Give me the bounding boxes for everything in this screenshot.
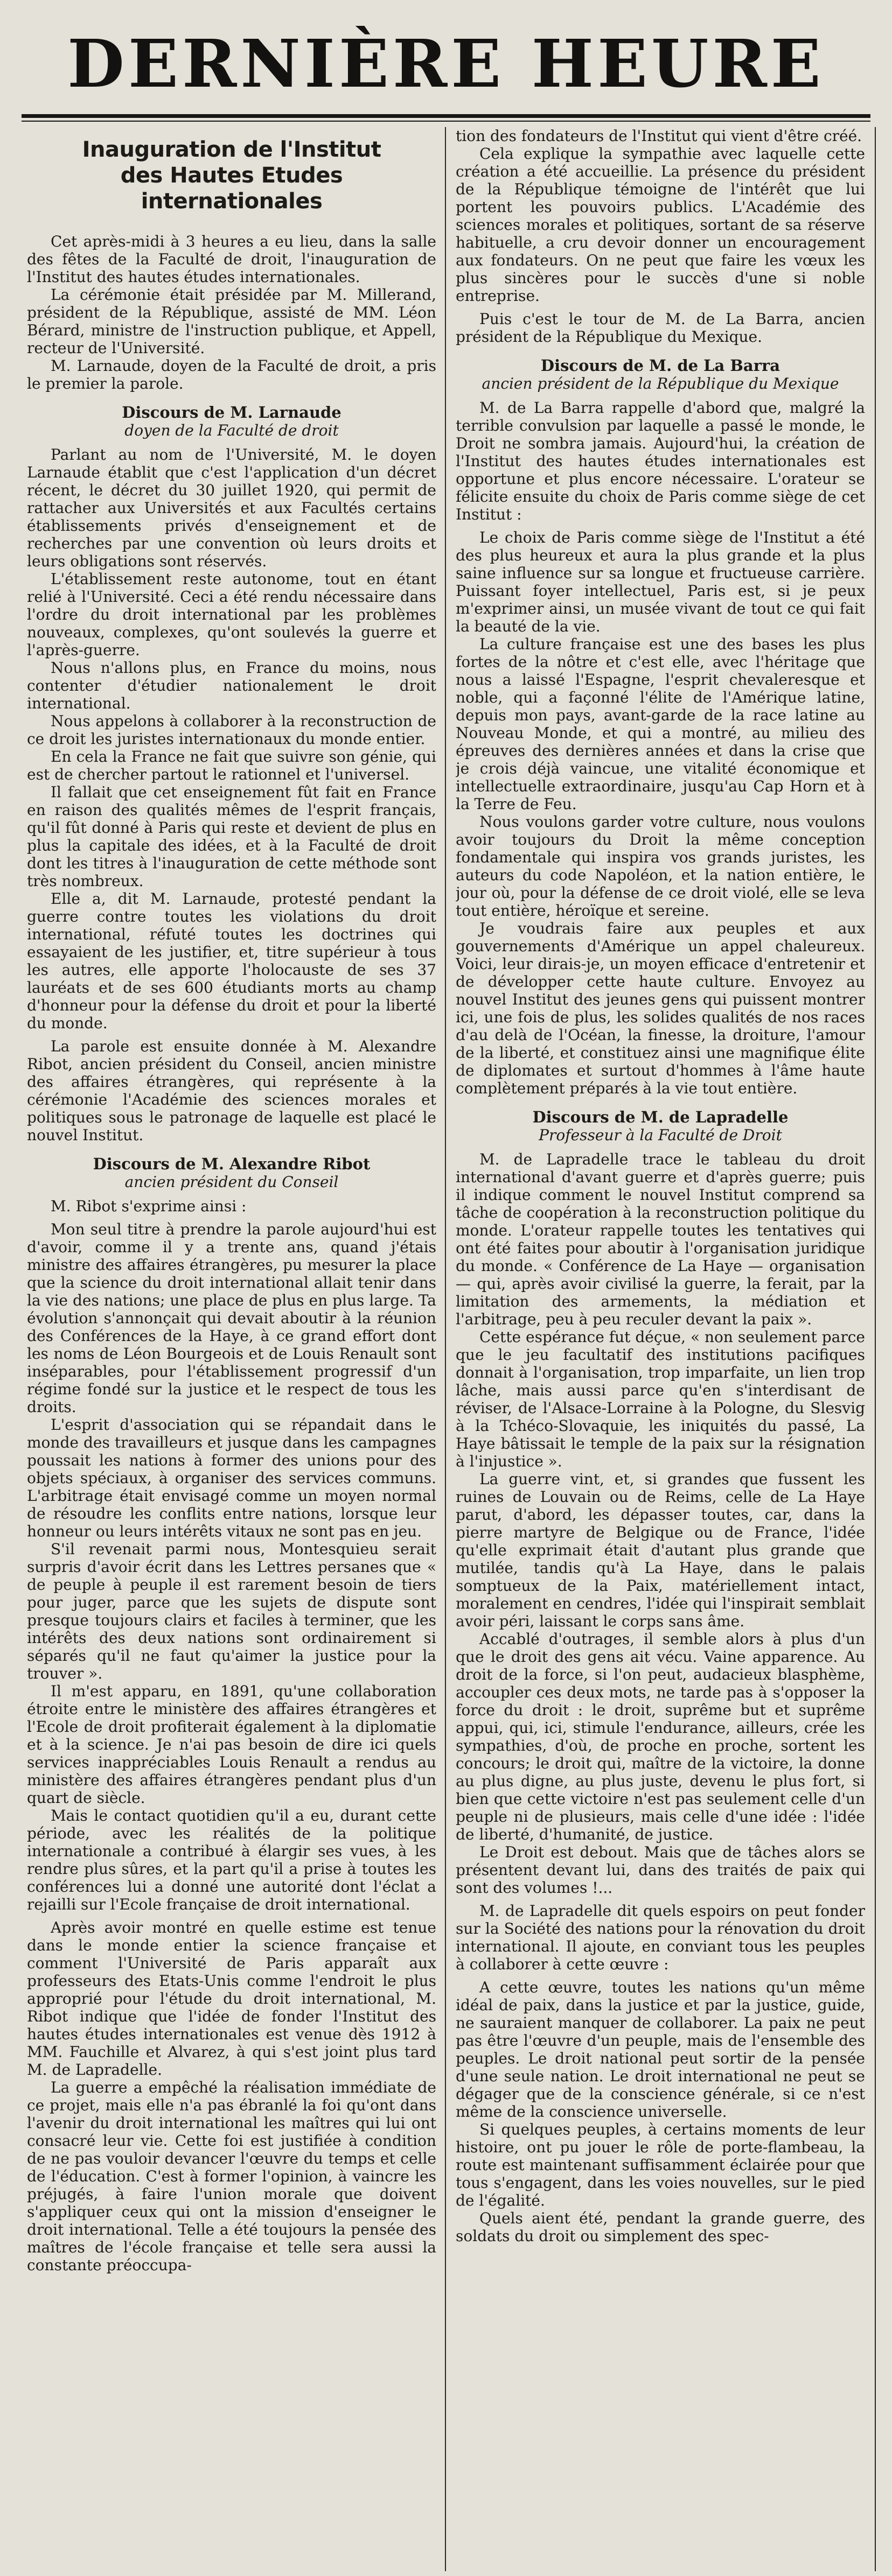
right-column	[456, 127, 865, 2571]
paragraph: A cette œuvre, toutes les nations qu'un même idéal de paix, dans la justice et par la justice, guide, ne sauraient manquer de collaborer. La paix ne peut pas être l'œuvre d'un peuple, mais de l'ensemble des peuples. Le droit national peut sortir de la pensée d'une seule nation. Le droit international ne peut se dégager que de la conscience générale, si ce n'est même de la conscience universelle.	[456, 1978, 865, 2121]
subheading-ribot: Discours de M. Alexandre Ribot	[93, 1155, 371, 1173]
paragraph: La guerre a empêché la réalisation immédiate de ce projet, mais elle n'a pas ébranlé la foi qu'ont dans l'avenir du droit international les maîtres qui lui ont consacré leur vie. Cette foi est justifiée à condition de ne pas vouloir devancer l'œuvre du temps et celle de l'éducation. C'est à former l'opinion, à vaincre les préjugés, à faire l'union morale que doivent s'appliquer ceux qui ont la mission d'enseigner le droit international. Telle a été toujours la pensée des maîtres de l'école française et telle sera aussi la constante préoccupa-	[27, 2079, 436, 2274]
article-title-line1: Inauguration de l'Institut	[82, 137, 381, 162]
paragraph: Cette espérance fut déçue, « non seulement parce que le jeu facultatif des institutions pacifiques donnait à l'organisation, trop imparfaite, un lien trop lâche, mais aussi parce qu'en s'interdisant de réviser, de l'Alsace-Lorraine à la Pologne, du Slesvig à la Tchéco-Slovaquie, les iniquités du passé, La Haye bâtissait le temple de la paix sur la résignation à l'injustice ».	[456, 1328, 865, 1470]
paragraph: Mon seul titre à prendre la parole aujourd'hui est d'avoir, comme il y a trente ans, quand j'étais ministre des affaires étrangères, pu mesurer la place que la science du droit international allait tenir dans la vie des nations; une place de plus en plus large. Ta évolution s'annonçait qui devait aboutir à la réunion des Conférences de la Haye, à ce grand effort dont les noms de Léon Bourgeois et de Louis Renault sont inséparables, pour l'établissement progressif d'un régime fondé sur la justice et le respect de tous les droits.	[27, 1220, 436, 1416]
paragraph: L'esprit d'association qui se répandait dans le monde des travailleurs et jusque dans les campagnes poussait les nations à former des unions pour des objets spéciaux, à organiser des services communs. L'arbitrage était envisagé comme un moyen normal de résoudre les conflits entre nations, lorsque leur honneur ou leurs intérêts vitaux ne sont pas en jeu.	[27, 1416, 436, 1540]
paragraph: Le Droit est debout. Mais que de tâches alors se présentent devant lui, dans des traités de paix qui sont des volumes !...	[456, 1843, 865, 1897]
paragraph: Nous voulons garder votre culture, nous voulons avoir toujours du Droit la même conception fondamentale qui inspira vos grands juristes, les auteurs du code Napoléon, et la nation entière, le jour où, pour la défense de ce droit violé, elle se leva tout entière, héroïque et sereine.	[456, 813, 865, 920]
paragraph: S'il revenait parmi nous, Montesquieu serait surpris d'avoir écrit dans les Lettres persanes que « de peuple à peuple il est rarement besoin de tiers pour juger, parce que les sujets de dispute sont presque toujours clairs et faciles à terminer, que les intérêts des deux nations sont ordinairement si séparés qu'il ne faut qu'aimer la justice pour la trouver ».	[27, 1540, 436, 1682]
paragraph: tion des fondateurs de l'Institut qui vient d'être créé.	[456, 127, 862, 145]
paragraph: Nous n'allons plus, en France du moins, nous contenter d'étudier nationalement le droit international.	[27, 659, 436, 712]
paragraph: Cet après-midi à 3 heures a eu lieu, dans la salle des fêtes de la Faculté de droit, l'inauguration de l'Institut des hautes études internationales.	[27, 233, 436, 286]
paragraph: L'établissement reste autonome, tout en étant relié à l'Université. Ceci a été rendu nécessaire dans l'ordre du droit international par les problèmes nouveaux, complexes, qu'ont soulevés la guerre et l'après-guerre.	[27, 570, 436, 659]
subheading-lapradelle: Discours de M. de Lapradelle	[532, 1108, 789, 1126]
subcaption-larnaude: doyen de la Faculté de droit	[124, 422, 339, 439]
column-separator	[445, 127, 446, 2571]
paragraph: M. de Lapradelle trace le tableau du droit international d'avant guerre et d'après guerre; puis il indique comment le nouvel Institut comprend sa tâche de coopération à la reconstruction politique du monde. L'orateur rappelle toutes les tentatives qui ont été faites pour aboutir à l'organisation juridique du monde. « Conférence de La Haye — organisation — qui, après avoir civilisé la guerre, la ferait, par la limitation des armements, la médiation et l'arbitrage, peu à peu reculer devant la paix ».	[456, 1150, 865, 1328]
paragraph: En cela la France ne fait que suivre son génie, qui est de chercher partout le rationnel et l'universel.	[27, 748, 436, 783]
paragraph: Cela explique la sympathie avec laquelle cette création a été accueillie. La présence du président de la République témoigne de l'intérêt que lui portent les pouvoirs publics. L'Académie des sciences morales et politiques, sortant de sa réserve habituelle, a cru devoir donner un encouragement aux fondateurs. On ne peut que faire les vœux les plus sincères pour le succès d'une si noble entreprise.	[456, 145, 865, 305]
paragraph: M. Larnaude, doyen de la Faculté de droit, a pris le premier la parole.	[27, 357, 436, 392]
paragraph: Nous appelons à collaborer à la reconstruction de ce droit les juristes internationaux du monde entier.	[27, 712, 436, 748]
paragraph: Si quelques peuples, à certains moments de leur histoire, ont pu jouer le rôle de porte-flambeau, la route est maintenant suffisamment éclairée pour que tous s'engagent, dans les voies nouvelles, sur le pied de l'égalité.	[456, 2121, 865, 2209]
subcaption-ribot: ancien président du Conseil	[124, 1173, 339, 1191]
paragraph: Il m'est apparu, en 1891, qu'une collaboration étroite entre le ministère des affaires étrangères et l'Ecole de droit profiterait également à la diplomatie et à la science. Je n'ai pas besoin de dire ici quels services inappréciables Louis Renault a rendus au ministère des affaires étrangères pendant plus d'un quart de siècle.	[27, 1682, 436, 1807]
paragraph: La culture française est une des bases les plus fortes de la nôtre et c'est elle, avec l'héritage que nous a laissé l'Espagne, l'esprit chevaleresque et noble, qui a façonné l'élite de l'Amérique latine, depuis mon pays, avant-garde de la race latine au Nouveau Monde, et qui a montré, au milieu des épreuves des dernières années et dans la crise que je crois déjà vaincue, une vitalité économique et intellectuelle extraordinaire, jusqu'au Cap Horn et à la Terre de Feu.	[456, 635, 865, 813]
article-title-line2: des Hautes Etudes internationales	[120, 163, 343, 214]
paragraph: Après avoir montré en quelle estime est tenue dans le monde entier la science française et comment l'Université de Paris apparaît aux professeurs des Etats-Unis comme l'endroit le plus approprié pour l'étude du droit international, M. Ribot indique que l'idée de fonder l'Institut des hautes études internationales est venue dès 1912 à MM. Fauchille et Alvarez, à qui s'est joint plus tard M. de Lapradelle.	[27, 1919, 436, 2079]
paragraph: Le choix de Paris comme siège de l'Institut a été des plus heureux et aura la plus grande et la plus saine influence sur sa longue et fructueuse carrière. Puissant foyer intellectuel, Paris est, si je peux m'exprimer ainsi, un musée vivant de tout ce qui fait la beauté de la vie.	[456, 529, 865, 635]
subcaption-la-barra: ancien président de la République du Mexique	[482, 375, 839, 392]
paragraph: La parole est ensuite donnée à M. Alexandre Ribot, ancien président du Conseil, ancien ministre des affaires étrangères, qui représente à la cérémonie l'Académie des sciences morales et politiques sous le patronage de laquelle est placé le nouvel Institut.	[27, 1037, 436, 1144]
article-title	[27, 137, 436, 214]
right-edge-rule	[875, 127, 876, 2571]
paragraph: M. de La Barra rappelle d'abord que, malgré la terrible convulsion par laquelle a passé le monde, le Droit ne sombra jamais. Aujourd'hui, la création de l'Institut des hautes études internationales est opportune et plus encore nécessaire. L'orateur se félicite ensuite du choix de Paris comme siège de cet Institut :	[456, 399, 865, 523]
subcaption-lapradelle: Professeur à la Faculté de Droit	[539, 1126, 782, 1144]
paragraph: Mais le contact quotidien qu'il a eu, durant cette période, avec les réalités de la politique internationale a contribué à élargir ses vues, à les rendre plus sûres, et la part qu'il a prise à toutes les conférences lui a donné une autorité dont l'éclat a rejailli sur l'Ecole française de droit international.	[27, 1807, 436, 1913]
paragraph: M. Ribot s'exprime ainsi :	[51, 1197, 247, 1215]
paragraph: La cérémonie était présidée par M. Millerand, président de la République, assisté de MM. Léon Bérard, ministre de l'instruction publique, et Appell, recteur de l'Université.	[27, 286, 436, 357]
paragraph: La guerre vint, et, si grandes que fussent les ruines de Louvain ou de Reims, celle de La Haye parut, d'abord, les dépasser toutes, car, dans la pierre martyre de Belgique ou de France, l'idée qu'elle exprimait était d'autant plus grande que mutilée, tandis qu'à La Haye, dans le palais somptueux de la Paix, matériellement intact, moralement en cendres, l'idée qui l'inspirait semblait avoir péri, laissant le corps sans âme.	[456, 1470, 865, 1630]
paragraph: Quels aient été, pendant la grande guerre, des soldats du droit ou simplement des spec-	[456, 2209, 865, 2245]
masthead-rule-thick	[22, 114, 870, 118]
paragraph: Je voudrais faire aux peuples et aux gouvernements d'Amérique un appel chaleureux. Voici, leur dirais-je, un moyen efficace d'entretenir et de développer cette haute culture. Envoyez au nouvel Institut des jeunes gens qui puissent montrer ici, une fois de plus, les solides qualités de nos races d'au delà de l'Océan, la finesse, la droiture, l'amour de la liberté, et constituez ainsi une magnifique élite de diplomates et surtout d'hommes à l'âme haute complètement préparés à la vie tout entière.	[456, 920, 865, 1097]
paragraph: M. de Lapradelle dit quels espoirs on peut fonder sur la Société des nations pour la rénovation du droit international. Il ajoute, en conviant tous les peuples à collaborer à cette œuvre :	[456, 1902, 865, 1973]
subheading-la-barra: Discours de M. de La Barra	[540, 356, 780, 375]
paragraph: Il fallait que cet enseignement fût fait en France en raison des qualités mêmes de l'esprit français, qu'il fût donné à Paris qui reste et devient de plus en plus la capitale des idées, et à la Faculté de droit dont les titres à l'inauguration de cette méthode sont très nombreux.	[27, 783, 436, 890]
subheading-larnaude: Discours de M. Larnaude	[122, 403, 342, 422]
left-column	[27, 127, 436, 2571]
paragraph: Accablé d'outrages, il semble alors à plus d'un que le droit des gens ait vécu. Vaine apparence. Au droit de la force, si l'on peut, audacieux blasphème, accoupler ces deux mots, ne tarde pas à s'opposer la force du droit : le droit, suprême but et suprême appui, qui, ici, stimule l'endurance, ailleurs, crée les sympathies, d'où, de proche en proche, sortent les concours; le droit qui, maître de la victoire, la donne au plus digne, au plus juste, devenu le plus fort, si bien que cette victoire n'est pas seulement celle d'un peuple ni de plusieurs, mais celle d'une idée : l'idée de liberté, d'humanité, de justice.	[456, 1630, 865, 1843]
masthead-title: DERNIÈRE HEURE	[67, 24, 825, 102]
paragraph: Parlant au nom de l'Université, M. le doyen Larnaude établit que c'est l'application d'un décret récent, le décret du 30 juillet 1920, qui permit de rattacher aux Universités et aux Facultés certains établissements privés d'enseignement et de recherches par une convention où leurs droits et leurs obligations sont réservés.	[27, 446, 436, 570]
masthead-rule-thin	[22, 121, 870, 122]
paragraph: Elle a, dit M. Larnaude, protesté pendant la guerre contre toutes les violations du droit international, réfuté toutes les doctrines qui essayaient de les justifier, et, titre supérieur à tous les autres, elle apporte l'holocauste de ses 37 lauréats et de ses 600 étudiants morts au champ d'honneur pour la défense du droit et pour la liberté du monde.	[27, 890, 436, 1032]
masthead	[22, 16, 870, 110]
paragraph: Puis c'est le tour de M. de La Barra, ancien président de la République du Mexique.	[456, 310, 865, 346]
